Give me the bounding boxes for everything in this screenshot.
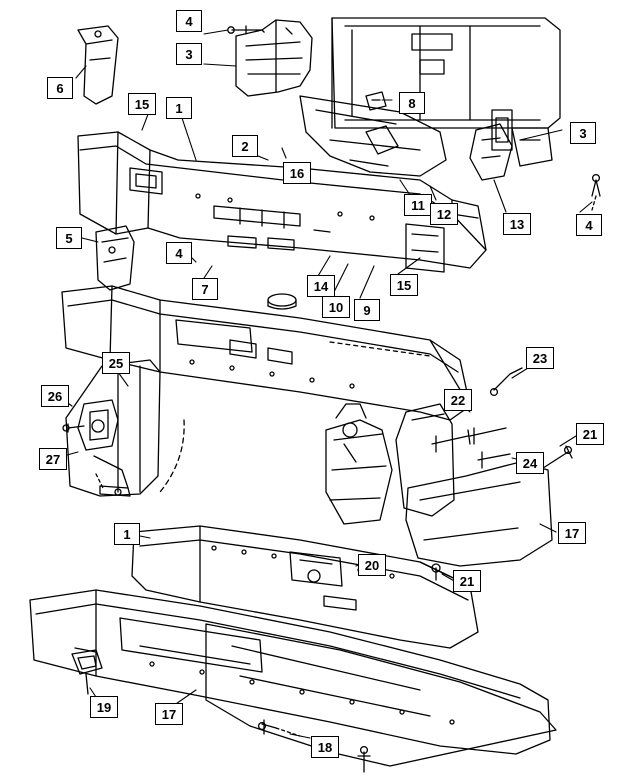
callout-23[interactable]: 23 <box>526 347 554 369</box>
callout-21b[interactable]: 21 <box>453 570 481 592</box>
callout-1[interactable]: 1 <box>166 97 192 119</box>
callout-10[interactable]: 10 <box>322 296 350 318</box>
callout-21[interactable]: 21 <box>576 423 604 445</box>
callout-26[interactable]: 26 <box>41 385 69 407</box>
left-brackets <box>78 26 134 290</box>
callout-27[interactable]: 27 <box>39 448 67 470</box>
callout-22[interactable]: 22 <box>444 389 472 411</box>
callout-4[interactable]: 4 <box>176 10 202 32</box>
callout-14[interactable]: 14 <box>307 275 335 297</box>
callout-25[interactable]: 25 <box>102 352 130 374</box>
callout-19[interactable]: 19 <box>90 696 118 718</box>
callout-15b[interactable]: 15 <box>390 274 418 296</box>
callout-8[interactable]: 8 <box>399 92 425 114</box>
callout-12[interactable]: 12 <box>430 203 458 225</box>
callout-11[interactable]: 11 <box>404 194 432 216</box>
callout-9[interactable]: 9 <box>354 299 380 321</box>
callout-3[interactable]: 3 <box>176 43 202 65</box>
callout-5[interactable]: 5 <box>56 227 82 249</box>
callout-2[interactable]: 2 <box>232 135 258 157</box>
callout-7[interactable]: 7 <box>192 278 218 300</box>
callout-6[interactable]: 6 <box>47 77 73 99</box>
callout-4b[interactable]: 4 <box>576 214 602 236</box>
callout-1b[interactable]: 1 <box>114 523 140 545</box>
rear-bumper-assembly-bottom-upper <box>132 526 478 648</box>
callout-17[interactable]: 17 <box>558 522 586 544</box>
callout-15[interactable]: 15 <box>128 93 156 115</box>
callout-17b[interactable]: 17 <box>155 703 183 725</box>
callout-13[interactable]: 13 <box>503 213 531 235</box>
callout-18[interactable]: 18 <box>311 736 339 758</box>
callout-16[interactable]: 16 <box>283 162 311 184</box>
callout-4c[interactable]: 4 <box>166 242 192 264</box>
rear-bumper-assembly-bottom-lower <box>30 590 556 772</box>
callout-3b[interactable]: 3 <box>570 122 596 144</box>
callout-24[interactable]: 24 <box>516 452 544 474</box>
callout-20[interactable]: 20 <box>358 554 386 576</box>
